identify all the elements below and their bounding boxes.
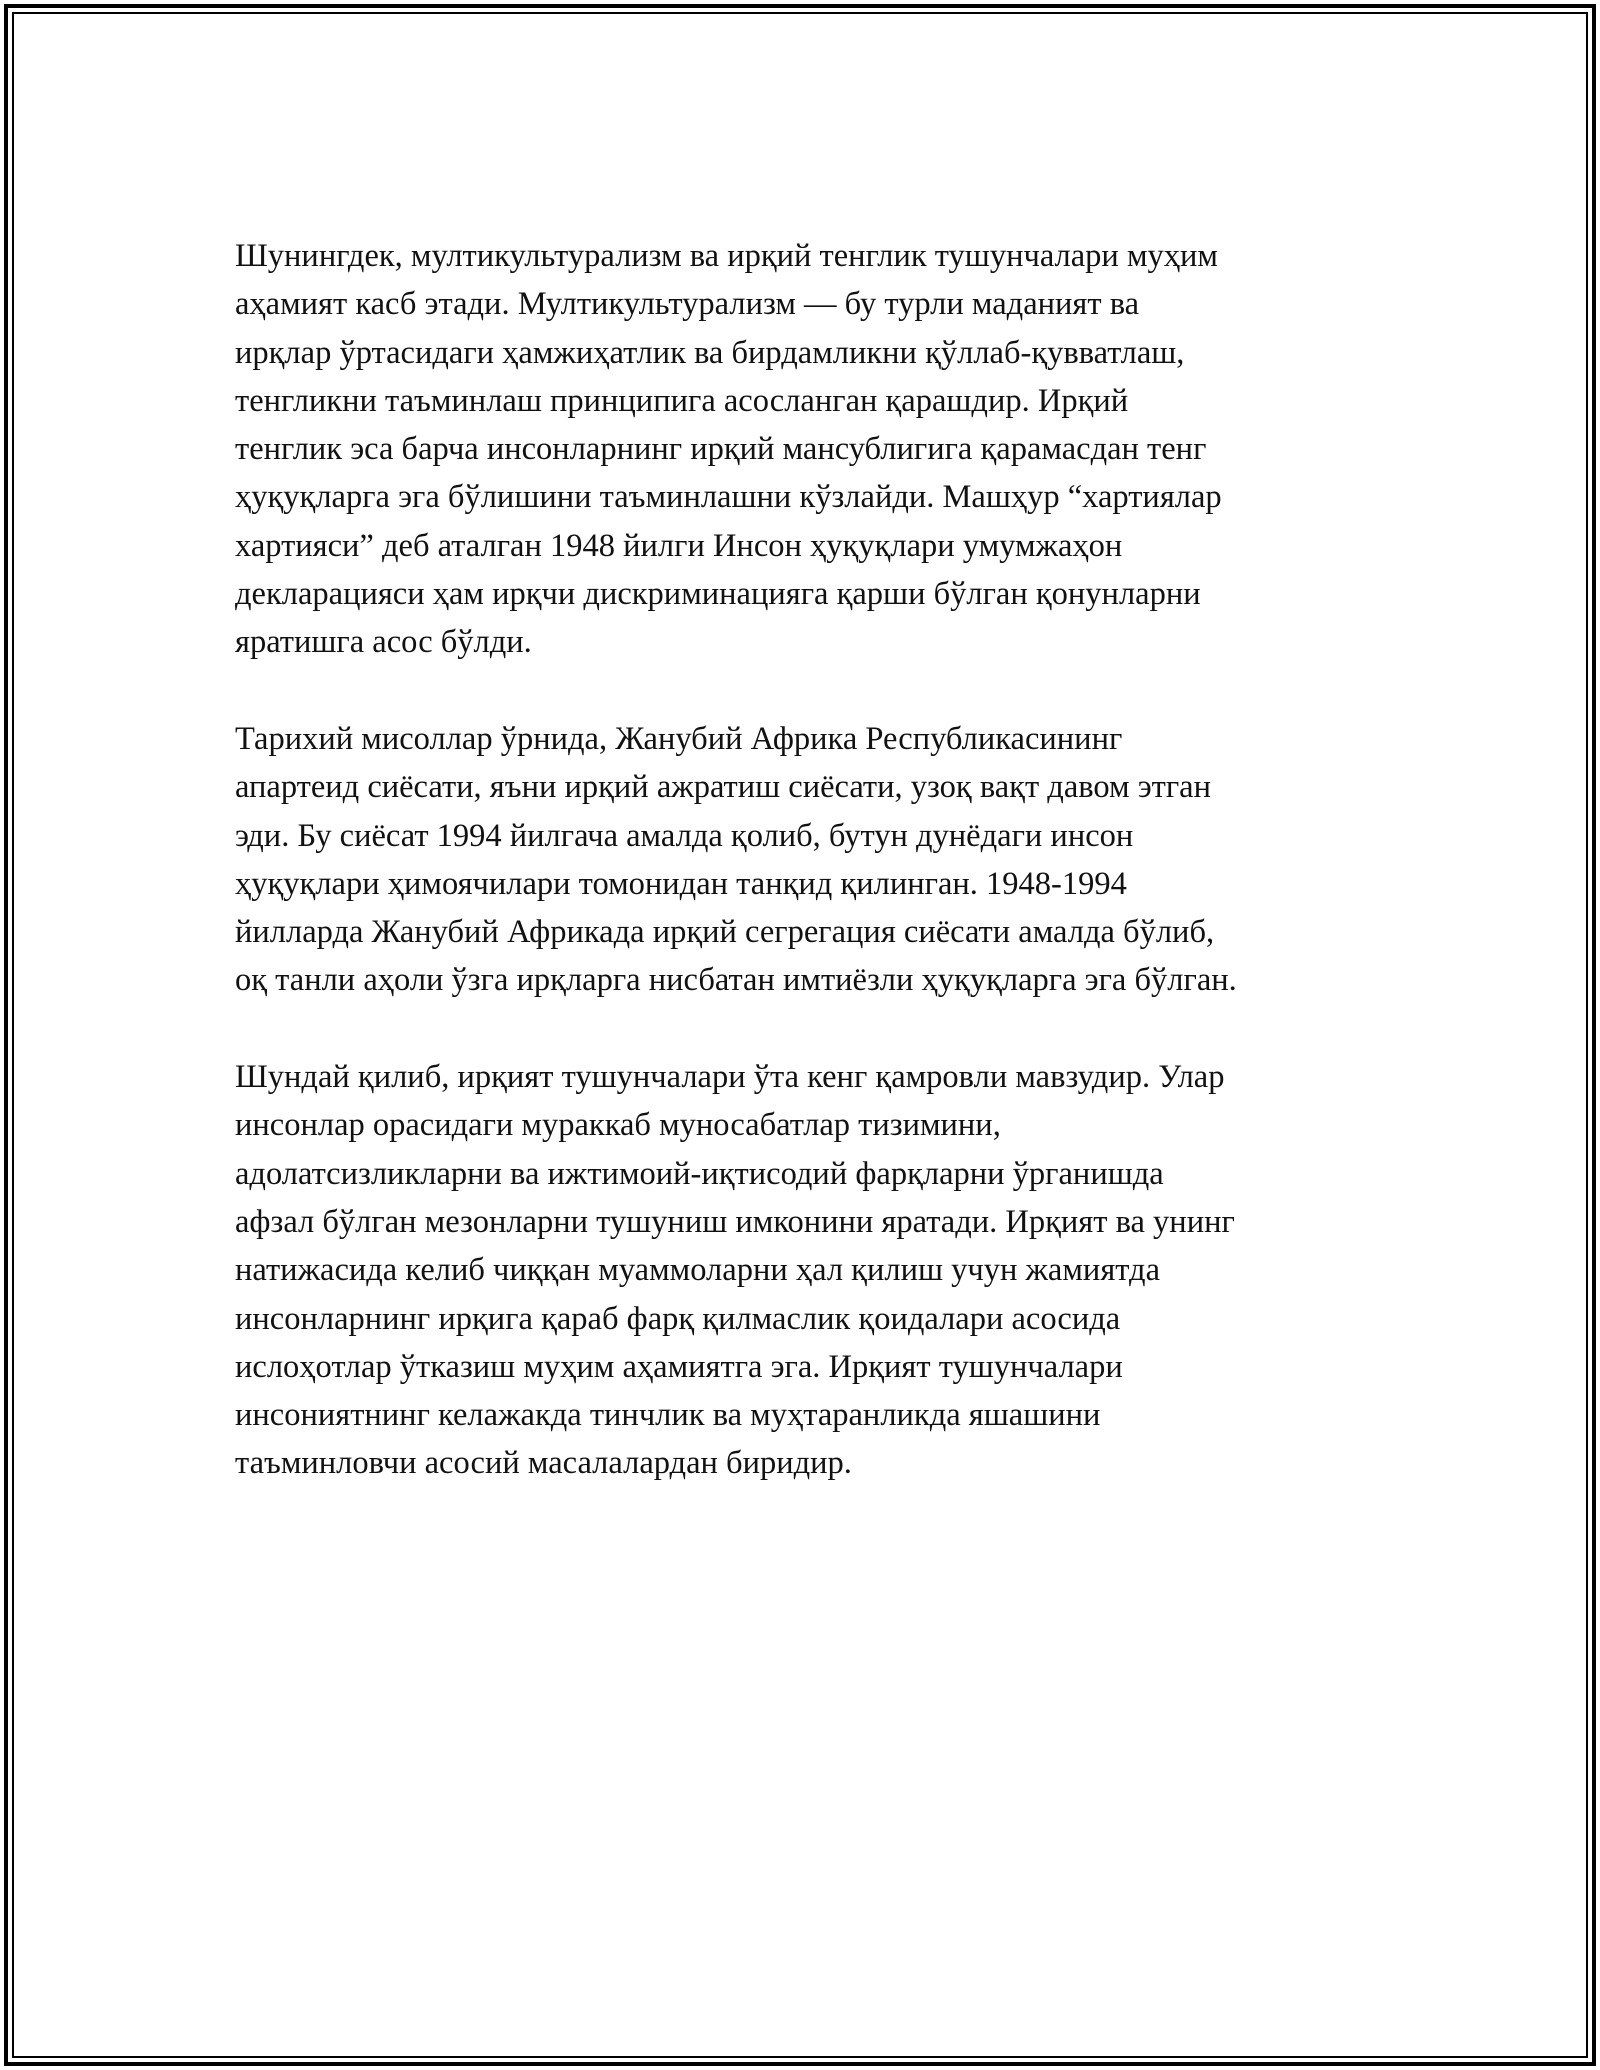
text-line: ҳуқуқларга эга бўлишини таъминлашни кўзлайди. Машҳур “хартиялар — [235, 479, 1222, 516]
text-line: яратишга асос бўлди. — [235, 624, 532, 661]
text-line: тенгликни таъминлаш принципига асосланган қарашдир. Ирқий — [235, 382, 1129, 419]
paragraph-1 — [235, 232, 1375, 667]
text-line: инсониятнинг келажакда тинчлик ва муҳтаранликда яшашини — [235, 1397, 1101, 1434]
text-line: адолатсизликларни ва ижтимоий-иқтисодий фарқларни ўрганишда — [235, 1155, 1164, 1192]
text-line: ҳуқуқлари ҳимоячилари томонидан танқид қилинган. 1948-1994 — [235, 865, 1127, 902]
text-line: ислоҳотлар ўтказиш муҳим аҳамиятга эга. Ирқият тушунчалари — [235, 1348, 1123, 1385]
text-line: афзал бўлган мезонларни тушуниш имконини яратади. Ирқият ва унинг — [235, 1203, 1235, 1240]
text-line: Тарихий мисоллар ўрнида, Жанубий Африка Республикасининг — [235, 720, 1123, 757]
text-line: йилларда Жанубий Африкада ирқий сегрегация сиёсати амалда бўлиб, — [235, 914, 1215, 951]
text-line: эди. Бу сиёсат 1994 йилгача амалда қолиб, бутун дунёдаги инсон — [235, 817, 1134, 854]
text-line: ирқлар ўртасидаги ҳамжиҳатлик ва бирдамликни қўллаб-қувватлаш, — [235, 334, 1185, 371]
text-line: апартеид сиёсати, яъни ирқий ажратиш сиёсати, узоқ вақт давом этган — [235, 769, 1211, 806]
paragraph-2 — [235, 715, 1375, 1005]
text-line: таъминловчи асосий масалалардан биридир. — [235, 1445, 852, 1482]
text-line: тенглик эса барча инсонларнинг ирқий мансублигига қарамасдан тенг — [235, 431, 1207, 468]
text-line: Шундай қилиб, ирқият тушунчалари ўта кенг қамровли мавзудир. Улар — [235, 1059, 1225, 1096]
document-body — [235, 232, 1375, 1536]
text-line: Шунингдек, мултикультурализм ва ирқий тенглик тушунчалари муҳим — [235, 238, 1218, 274]
text-line: натижасида келиб чиққан муаммоларни ҳал қилиш учун жамиятда — [235, 1252, 1160, 1289]
text-line: аҳамият касб этади. Мултикультурализм — бу турли маданият ва — [235, 286, 1140, 323]
text-line: хартияси” деб аталган 1948 йилги Инсон ҳуқуқлари умумжаҳон — [235, 527, 1123, 564]
text-line: инсонларнинг ирқига қараб фарқ қилмаслик қоидалари асосида — [235, 1300, 1121, 1337]
text-line: оқ танли аҳоли ўзга ирқларга нисбатан имтиёзли ҳуқуқларга эга бўлган. — [235, 962, 1237, 999]
paragraph-3 — [235, 1053, 1375, 1488]
text-line: инсонлар орасидаги мураккаб муносабатлар тизимини, — [235, 1107, 1001, 1144]
text-line: декларацияси ҳам ирқчи дискриминацияга қарши бўлган қонунларни — [235, 576, 1201, 613]
